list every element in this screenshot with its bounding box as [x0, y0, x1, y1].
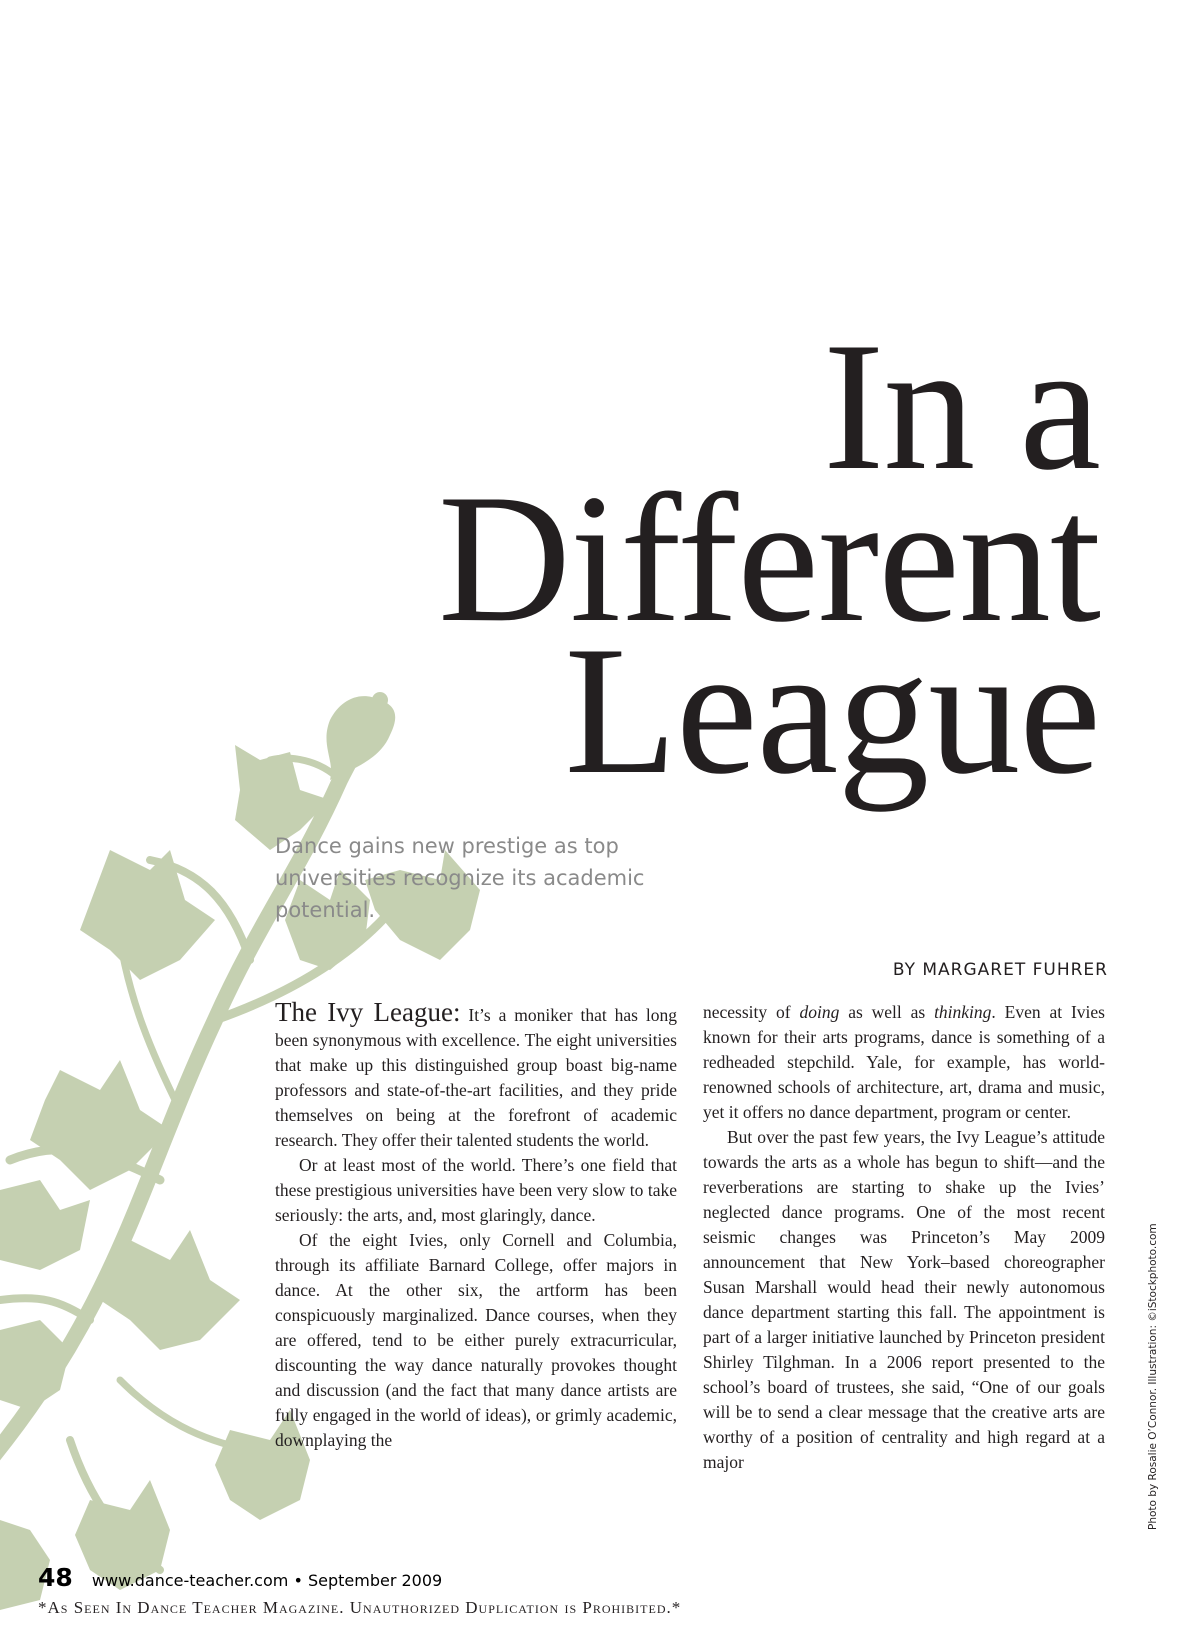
paragraph-text: It’s a moniker that has long been synonymous with excellence. The eight universities that make up this distinguished group boast big-name professors and state-of-the-art facilities, and they pride themselves on being at the forefront of academic research. They offer their talented students the world. — [275, 1005, 677, 1150]
duplication-notice: *As Seen In Dance Teacher Magazine. Unauthorized Duplication is Prohibited.* — [38, 1598, 682, 1617]
article-dek: Dance gains new prestige as top universities recognize its academic potential. — [275, 834, 645, 922]
body-paragraph: Of the eight Ivies, only Cornell and Columbia, through its affiliate Barnard College, offer majors in dance. At the other six, the artform has been conspicuously marginalized. Dance courses, when they are offered, tend to be either purely extracurricular, discounting the way dance naturally provokes thought and discussion (and the fact that many dance artists are fully engaged in the world of ideas), or grimly academic, downplaying the — [275, 1230, 677, 1450]
body-paragraph: But over the past few years, the Ivy League’s attitude towards the arts as a whole has begun to shift—and the reverberations are starting to shake up the Ivies’ neglected dance programs. One of the most recent seismic changes was Princeton’s May 2009 announcement that New York–based choreographer Susan Marshall would head their newly autonomous dance department starting this fall. The appointment is part of a larger initiative launched by Princeton president Shirley Tilghman. In a 2006 report presented to the school’s board of trustees, she said, “One of our goals will be to send a clear message that the creative arts are worthy of a position of centrality and high regard at a major — [703, 1127, 1105, 1472]
page-number: 48 — [38, 1563, 73, 1592]
paragraph-text: as well as — [839, 1002, 935, 1022]
headline-line-2: Different — [438, 456, 1100, 660]
body-paragraph — [703, 1000, 1105, 1125]
paragraph-text: necessity of — [703, 1002, 800, 1022]
body-column-right — [703, 1000, 1105, 1475]
body-paragraph — [275, 997, 677, 1153]
body-column-left — [275, 997, 677, 1453]
lead-in: The Ivy League: — [275, 997, 461, 1027]
paragraph-text: . Even at Ivies known for their arts programs, dance is something of a redheaded stepchild. Yale, for example, has world-renowned schools of architecture, art, drama and music, yet it offers no dance department, program or center. — [703, 1002, 1105, 1122]
page-footer — [38, 1563, 442, 1592]
byline: BY MARGARET FUHRER — [892, 960, 1108, 980]
body-paragraph: Or at least most of the world. There’s one field that these prestigious universities have been very slow to take seriously: the arts, and, most glaringly, dance. — [275, 1155, 677, 1225]
emphasis-text: thinking — [934, 1002, 992, 1022]
headline-line-1: In a — [823, 304, 1100, 508]
emphasis-text: doing — [799, 1002, 840, 1022]
article-headline — [438, 304, 1100, 812]
footer-info: www.dance-teacher.com • September 2009 — [91, 1571, 443, 1590]
headline-line-3: League — [564, 608, 1100, 812]
photo-credit: Photo by Rosalie O’Connor. Illustration: ©iStockphoto.com — [1147, 1223, 1159, 1530]
